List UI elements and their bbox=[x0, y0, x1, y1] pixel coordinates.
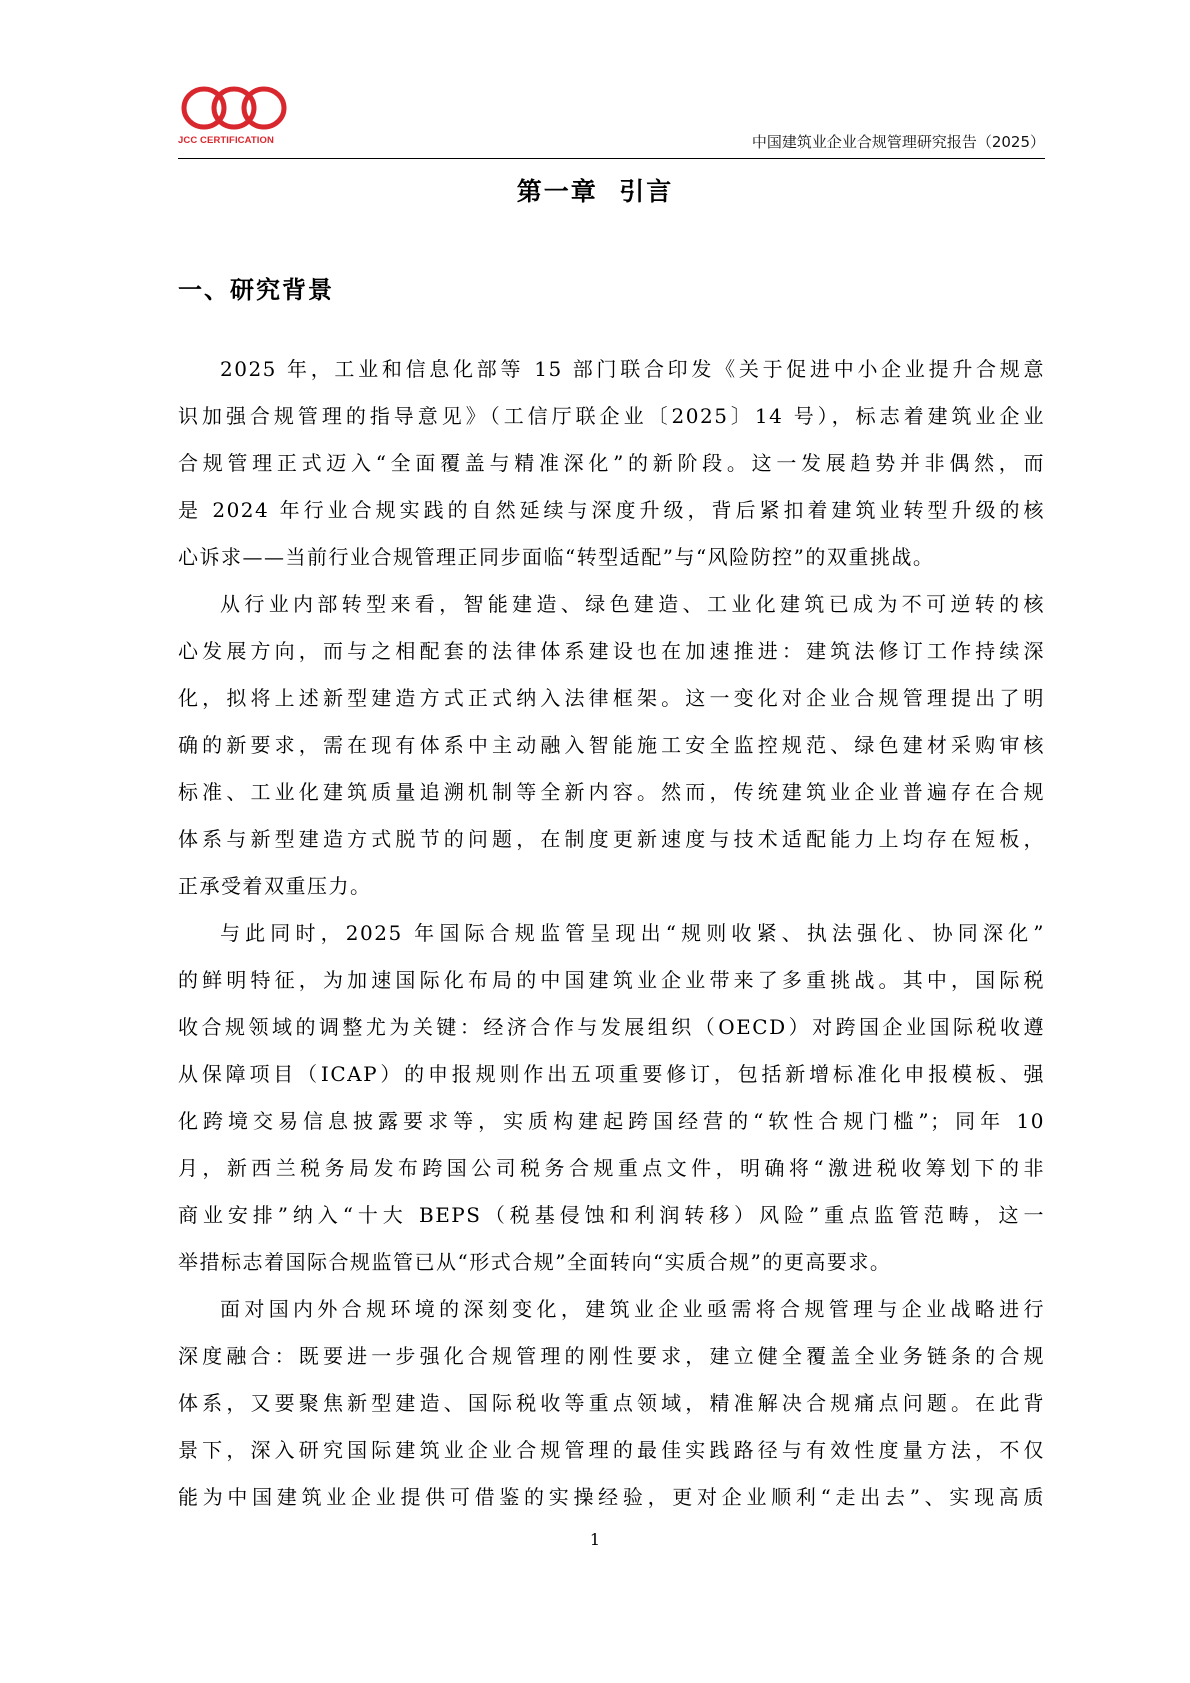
paragraph-line: 心诉求——当前行业合规管理正同步面临“转型适配”与“风险防控”的双重挑战。 bbox=[178, 545, 935, 569]
body-text bbox=[178, 346, 1045, 1521]
paragraph-line: 化，拟将上述新型建造方式正式纳入法律框架。这一变化对企业合规管理提出了明 bbox=[178, 686, 1045, 710]
paragraph-line: 2025 年，工业和信息化部等 15 部门联合印发《关于促进中小企业提升合规意 bbox=[220, 357, 1045, 381]
header-divider bbox=[178, 158, 1045, 159]
paragraph-line: 体系，又要聚焦新型建造、国际税收等重点领域，精准解决合规痛点问题。在此背 bbox=[178, 1391, 1045, 1415]
paragraph-line: 深度融合：既要进一步强化合规管理的刚性要求，建立健全覆盖全业务链条的合规 bbox=[178, 1344, 1045, 1368]
paragraph bbox=[178, 346, 1045, 581]
paragraph-line: 正承受着双重压力。 bbox=[178, 874, 372, 898]
paragraph-line: 与此同时，2025 年国际合规监管呈现出“规则收紧、执法强化、协同深化” bbox=[220, 921, 1045, 945]
paragraph-line: 能为中国建筑业企业提供可借鉴的实操经验，更对企业顺利“走出去”、实现高质 bbox=[178, 1485, 1045, 1509]
paragraph-line: 的鲜明特征，为加速国际化布局的中国建筑业企业带来了多重挑战。其中，国际税 bbox=[178, 968, 1045, 992]
paragraph-line: 标准、工业化建筑质量追溯机制等全新内容。然而，传统建筑业企业普遍存在合规 bbox=[178, 780, 1045, 804]
chapter-title: 第一章 引言 bbox=[516, 177, 674, 206]
paragraph-line: 面对国内外合规环境的深刻变化，建筑业企业亟需将合规管理与企业战略进行 bbox=[220, 1297, 1045, 1321]
paragraph-line: 从行业内部转型来看，智能建造、绿色建造、工业化建筑已成为不可逆转的核 bbox=[220, 592, 1045, 616]
paragraph-line: 收合规领域的调整尤为关键：经济合作与发展组织（OECD）对跨国企业国际税收遵 bbox=[178, 1015, 1045, 1039]
page-number: 1 bbox=[589, 1530, 601, 1549]
paragraph-line: 心发展方向，而与之相配套的法律体系建设也在加速推进：建筑法修订工作持续深 bbox=[178, 639, 1045, 663]
paragraph-line: 化跨境交易信息披露要求等，实质构建起跨国经营的“软性合规门槛”；同年 10 bbox=[178, 1109, 1045, 1133]
paragraph-line: 识加强合规管理的指导意见》（工信厅联企业〔2025〕14 号），标志着建筑业企业 bbox=[178, 404, 1045, 428]
paragraph-line: 景下，深入研究国际建筑业企业合规管理的最佳实践路径与有效性度量方法，不仅 bbox=[178, 1438, 1045, 1462]
logo-text: JCC CERTIFICATION bbox=[178, 135, 274, 146]
paragraph-line: 体系与新型建造方式脱节的问题，在制度更新速度与技术适配能力上均存在短板， bbox=[178, 827, 1045, 851]
paragraph-line: 是 2024 年行业合规实践的自然延续与深度升级，背后紧扣着建筑业转型升级的核 bbox=[178, 498, 1045, 522]
paragraph bbox=[178, 581, 1045, 910]
paragraph-line: 从保障项目（ICAP）的申报规则作出五项重要修订，包括新增标准化申报模板、强 bbox=[178, 1062, 1045, 1086]
paragraph-line: 商业安排”纳入“十大 BEPS（税基侵蚀和利润转移）风险”重点监管范畴，这一 bbox=[178, 1203, 1045, 1227]
section-heading: 一、研究背景 bbox=[178, 275, 334, 304]
paragraph-line: 合规管理正式迈入“全面覆盖与精准深化”的新阶段。这一发展趋势并非偶然，而 bbox=[178, 451, 1045, 475]
jcc-logo bbox=[178, 84, 290, 148]
paragraph-line: 月，新西兰税务局发布跨国公司税务合规重点文件，明确将“激进税收筹划下的非 bbox=[178, 1156, 1045, 1180]
report-title: 中国建筑业企业合规管理研究报告（2025） bbox=[751, 133, 1045, 151]
paragraph-line: 确的新要求，需在现有体系中主动融入智能施工安全监控规范、绿色建材采购审核 bbox=[178, 733, 1045, 757]
paragraph-line: 举措标志着国际合规监管已从“形式合规”全面转向“实质合规”的更高要求。 bbox=[178, 1250, 892, 1274]
paragraph bbox=[178, 910, 1045, 1286]
paragraph bbox=[178, 1286, 1045, 1521]
jcc-rings-icon bbox=[178, 84, 290, 134]
